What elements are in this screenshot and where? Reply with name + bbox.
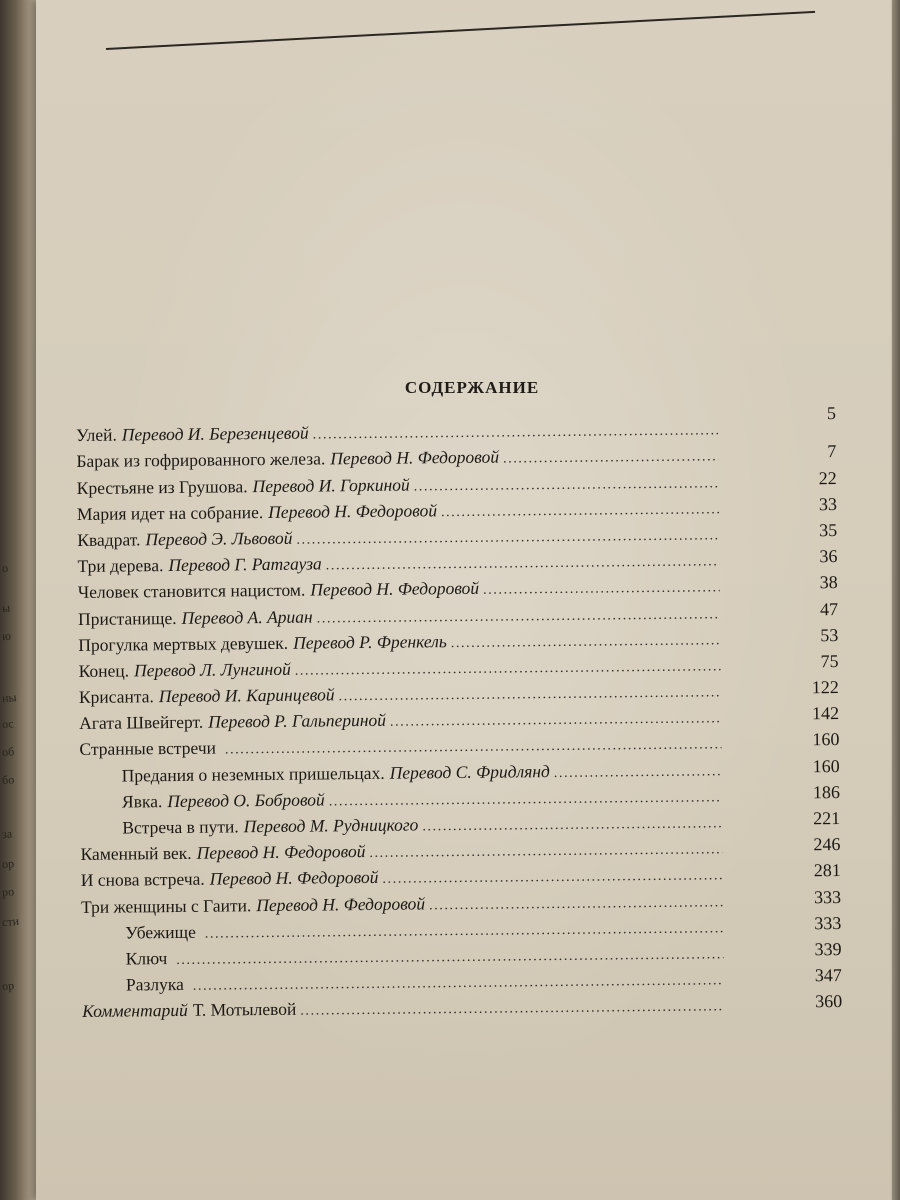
toc-entry-page: 160	[812, 755, 840, 776]
toc-entry-title: Человек становится нацистом.	[77, 579, 306, 603]
margin-fragment: ы	[1, 600, 11, 616]
toc-entry-page: 246	[813, 834, 841, 855]
toc-entry-title: Убежище	[125, 921, 196, 943]
toc-entry-page: 7	[827, 441, 837, 462]
toc-entry-title: Крисанта.	[78, 686, 154, 708]
toc-entry-title: Три дерева.	[77, 555, 164, 577]
toc-entry-page: 281	[813, 860, 841, 881]
toc-entry-title: Странные встречи	[79, 737, 217, 760]
toc-entry-page: 75	[820, 650, 839, 672]
toc-entry-title: Конец.	[78, 660, 130, 681]
book-page	[36, 0, 892, 1200]
toc-entry-title: Явка.	[121, 790, 163, 812]
toc-entry-translator: Перевод И. Каринцевой	[158, 684, 335, 707]
margin-fragment: ро	[1, 884, 15, 900]
toc-entry-page: 186	[812, 781, 841, 803]
toc-entry-translator: Перевод Л. Лунгиной	[133, 658, 291, 681]
toc-entry-title: Агата Швейгерт.	[79, 711, 204, 734]
toc-entry-translator: Перевод И. Горкиной	[252, 474, 410, 496]
toc-entry-translator: Перевод Н. Федоровой	[196, 841, 366, 863]
toc-entry-title: Прогулка мертвых девушек.	[78, 632, 289, 655]
toc-entry-title: Комментарий	[82, 1000, 188, 1022]
toc-entry-translator: Перевод Н. Федоровой	[310, 578, 480, 600]
toc-entry-page: 221	[813, 808, 841, 829]
toc-entry-title: Мария идет на собрание.	[76, 501, 264, 524]
toc-entry-page: 47	[819, 598, 839, 619]
leader-dots	[300, 1000, 724, 1020]
toc-entry-title: И снова встреча.	[80, 869, 205, 891]
margin-fragment: ос	[1, 716, 15, 732]
margin-fragment: бо	[1, 772, 15, 788]
toc-entry-page: 333	[814, 912, 842, 934]
toc-entry-title: Барак из гофрированного железа.	[76, 448, 326, 472]
margin-fragment: ор	[1, 978, 15, 994]
toc-entry-title: Разлука	[125, 974, 184, 995]
toc-entry-page: 33	[818, 493, 838, 514]
toc-entry-page: 36	[819, 546, 838, 567]
toc-entry-translator: Перевод Э. Львовой	[145, 527, 293, 550]
toc-entry-translator: Перевод Н. Федоровой	[209, 867, 379, 889]
toc-entry-translator: Перевод Н. Федоровой	[268, 499, 438, 522]
margin-fragment: сти	[1, 913, 20, 930]
margin-fragment: ны	[1, 690, 18, 706]
toc-entry-page: 160	[812, 729, 840, 750]
toc-entry-title: Квадрат.	[77, 529, 141, 550]
toc-entry-translator: Перевод С. Фридлянд	[389, 760, 550, 783]
toc-entry-page: 360	[815, 991, 843, 1012]
toc-entry-translator: Перевод Н. Федоровой	[256, 892, 426, 915]
toc-entry-translator: Перевод Г. Ратгауза	[168, 553, 322, 576]
margin-fragment: об	[1, 744, 15, 760]
toc-entry-translator: Перевод И. Березенцевой	[121, 422, 309, 445]
table-of-contents	[76, 403, 843, 1022]
right-edge-shadow	[890, 0, 900, 1200]
toc-entry-translator: Перевод Р. Гальпериной	[208, 710, 387, 732]
previous-page-edge	[0, 0, 40, 1200]
toc-entry-title: Предания о неземных пришельцах.	[121, 762, 385, 786]
toc-entry-page: 142	[812, 703, 840, 724]
toc-entry-title: Каменный век.	[80, 843, 192, 865]
toc-entry-title: Встреча в пути.	[122, 816, 239, 838]
toc-entry-title: Крестьяне из Грушова.	[76, 475, 248, 498]
toc-entry-page: 53	[820, 624, 839, 645]
toc-entry-page: 347	[814, 965, 842, 986]
toc-entry-translator: Перевод М. Рудницкого	[243, 814, 419, 837]
toc-entry-translator: Перевод Н. Федоровой	[330, 446, 500, 469]
toc-entry-page: 38	[819, 572, 838, 593]
margin-fragment: ор	[1, 856, 15, 872]
margin-fragment: ю	[1, 628, 12, 644]
toc-entry-translator: Перевод Р. Френкель	[293, 630, 447, 653]
margin-fragment: о	[1, 560, 9, 576]
header-rule	[106, 11, 815, 50]
toc-entry-title: Улей.	[76, 424, 117, 446]
toc-entry-page: 339	[814, 938, 842, 960]
toc-entry-page: 122	[811, 677, 839, 698]
toc-entry-translator: Т. Мотылевой	[192, 999, 297, 1021]
toc-entry-page: 5	[826, 403, 837, 424]
toc-entry-page: 35	[819, 519, 838, 541]
page-title: СОДЕРЖАНИЕ	[404, 378, 540, 397]
toc-entry-translator: Перевод А. Ариан	[181, 606, 313, 628]
toc-entry-title: Ключ	[125, 948, 168, 969]
toc-entry-translator: Перевод О. Бобровой	[167, 789, 325, 811]
toc-entry-title: Три женщины с Гаити.	[80, 894, 252, 917]
toc-entry-page: 22	[818, 467, 837, 488]
margin-fragment: за	[1, 826, 13, 842]
leader-dots	[554, 764, 722, 782]
toc-entry-page: 333	[813, 886, 842, 907]
toc-entry-title: Пристанище.	[77, 607, 177, 629]
